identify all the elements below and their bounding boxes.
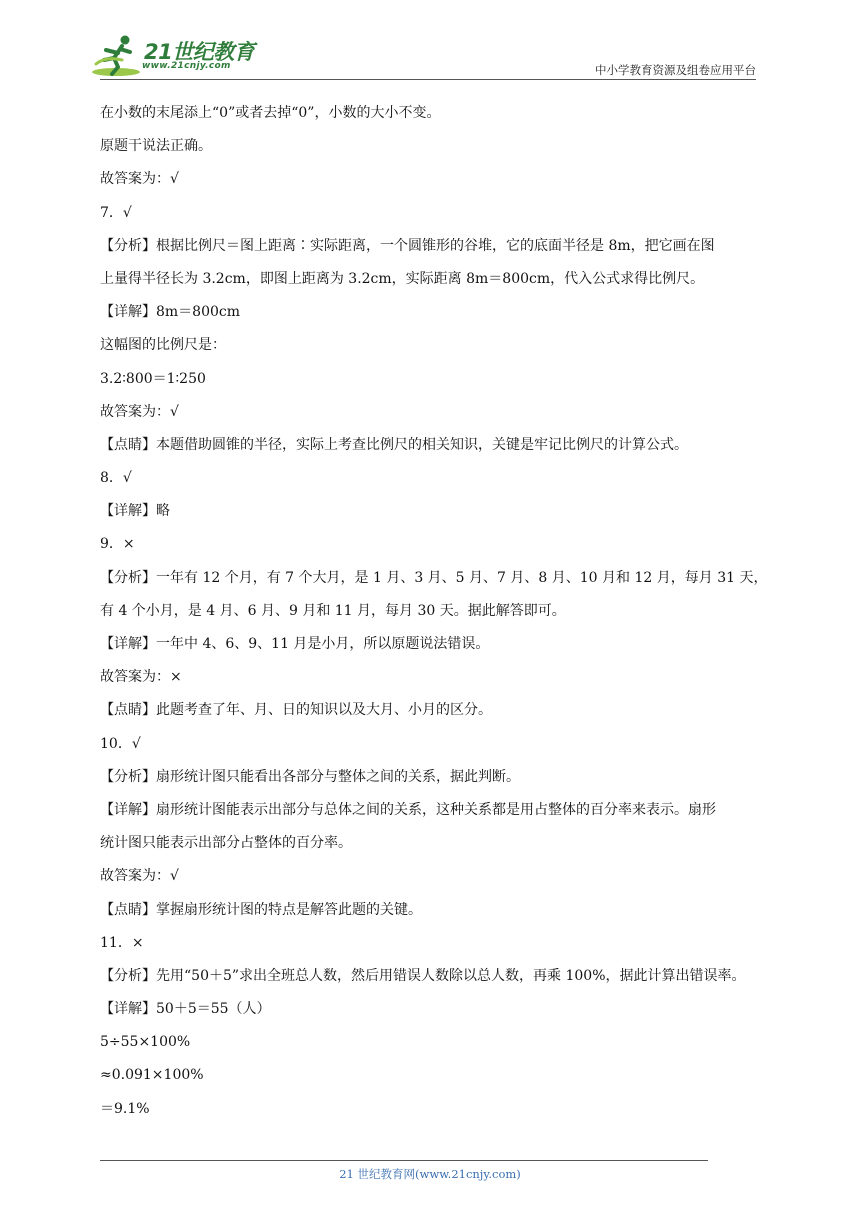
text-line: 故答案为：√ bbox=[100, 403, 179, 420]
question-number: 7．√ bbox=[100, 204, 132, 221]
detail-line: 【详解】8m＝800cm bbox=[100, 304, 241, 321]
question-number: 10．√ bbox=[100, 735, 141, 752]
comment-line: 【点睛】掌握扇形统计图的特点是解答此题的关键。 bbox=[100, 901, 422, 918]
analysis-line: 有 4 个小月，是 4 月、6 月、9 月和 11 月，每月 30 天。据此解答即可。 bbox=[100, 602, 566, 619]
text-line: 故答案为：× bbox=[100, 669, 182, 686]
text-line: 故答案为：√ bbox=[100, 171, 179, 188]
logo-url-text: www.21cnjy.com bbox=[142, 61, 231, 71]
question-number: 9．× bbox=[100, 536, 135, 553]
text-line: 原题干说法正确。 bbox=[100, 138, 212, 155]
document-body bbox=[100, 103, 770, 1119]
text-line: 在小数的末尾添上“0”或者去掉“0”，小数的大小不变。 bbox=[100, 105, 441, 121]
detail-line: 【详解】扇形统计图能表示出部分与总体之间的关系，这种关系都是用占整体的百分率来表示。扇形 bbox=[100, 801, 716, 818]
text-line: 3.2∶800＝1∶250 bbox=[100, 370, 206, 387]
comment-line: 【点睛】本题借助圆锥的半径，实际上考查比例尺的相关知识，关键是牢记比例尺的计算公式。 bbox=[100, 436, 688, 453]
analysis-line: 【分析】一年有 12 个月，有 7 个大月，是 1 月、3 月、5 月、7 月、8 月、10 月和 12 月，每月 31 天， bbox=[100, 569, 768, 586]
footer-link[interactable]: 21 世纪教育网(www.21cnjy.com) bbox=[339, 1167, 521, 1181]
question-number: 8．√ bbox=[100, 470, 132, 487]
analysis-line: 【分析】扇形统计图只能看出各部分与整体之间的关系，据此判断。 bbox=[100, 768, 520, 785]
question-number: 11．× bbox=[100, 934, 144, 951]
detail-line: 【详解】50＋5＝55（人） bbox=[100, 1001, 271, 1018]
analysis-line: 【分析】根据比例尺＝图上距离∶实际距离，一个圆锥形的谷堆，它的底面半径是 8m，把它画在图 bbox=[100, 237, 715, 254]
text-line: 故答案为：√ bbox=[100, 868, 179, 885]
analysis-line: 【分析】先用“50＋5”求出全班总人数，然后用错误人数除以总人数，再乘 100%，据此计算出错误率。 bbox=[100, 967, 746, 984]
header-platform-title: 中小学教育资源及组卷应用平台 bbox=[595, 63, 756, 77]
text-line: 这幅图的比例尺是： bbox=[100, 337, 226, 354]
footer-divider bbox=[100, 1160, 708, 1161]
analysis-line: 上量得半径长为 3.2cm，即图上距离为 3.2cm，实际距离 8m＝800cm，代入公式求得比例尺。 bbox=[100, 270, 705, 287]
text-line: ＝9.1% bbox=[100, 1100, 150, 1117]
detail-line: 统计图只能表示出部分占整体的百分率。 bbox=[100, 835, 352, 852]
runner-logo-icon bbox=[92, 34, 144, 78]
detail-line: 【详解】一年中 4、6、9、11 月是小月，所以原题说法错误。 bbox=[100, 636, 490, 652]
logo bbox=[92, 34, 262, 78]
logo-brand-text: 21世纪教育 bbox=[144, 40, 255, 64]
detail-line: 【详解】略 bbox=[100, 503, 170, 520]
page-header bbox=[0, 0, 860, 82]
text-line: ≈0.091×100% bbox=[100, 1067, 204, 1084]
comment-line: 【点睛】此题考查了年、月、日的知识以及大月、小月的区分。 bbox=[100, 702, 492, 719]
text-line: 5÷55×100% bbox=[100, 1034, 191, 1051]
header-divider bbox=[100, 79, 756, 80]
